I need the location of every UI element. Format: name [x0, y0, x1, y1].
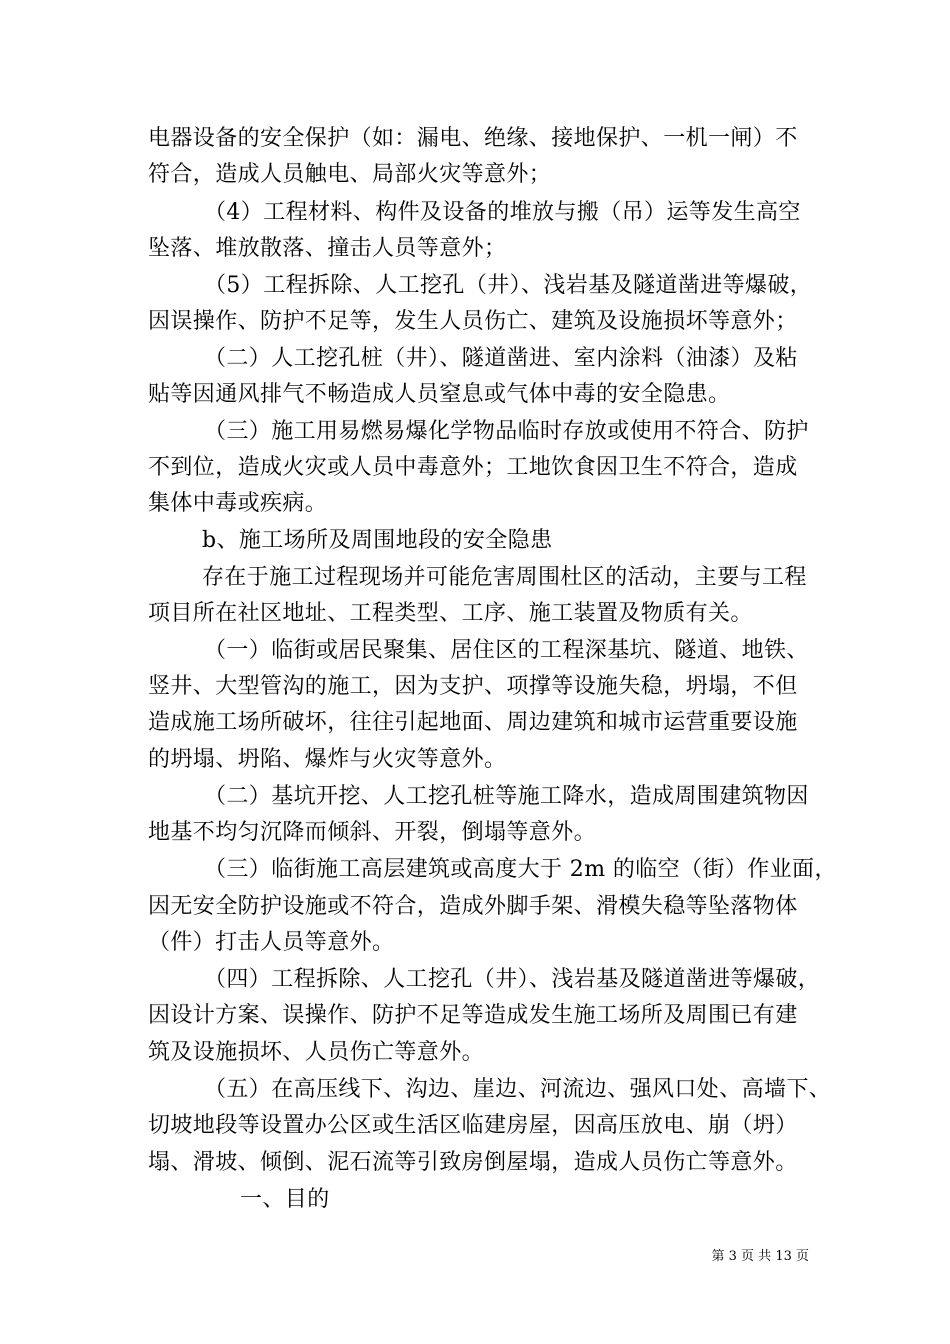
- text-line: 因误操作、防护不足等，发生人员伤亡、建筑及设施损坏等意外；: [148, 309, 798, 334]
- page-number: 第 3 页 共 13 页: [711, 1249, 809, 1264]
- section-heading: 一、目的: [240, 1187, 330, 1212]
- text-line: （五）在高压线下、沟边、崖边、河流边、强风口处、高墙下、: [204, 1077, 832, 1102]
- text-line: 符合，造成人员触电、局部火灾等意外；: [148, 162, 552, 187]
- text-line: 造成施工场所破坏，往往引起地面、周边建筑和城市运营重要设施: [148, 710, 798, 735]
- text-line: 筑及设施损坏、人员伤亡等意外。: [148, 1040, 485, 1065]
- text-line: 贴等因通风排气不畅造成人员窒息或气体中毒的安全隐患。: [148, 382, 731, 407]
- text-line: 地基不均匀沉降而倾斜、开裂，倒塌等意外。: [148, 820, 597, 845]
- text-line: 项目所在社区地址、工程类型、工序、施工装置及物质有关。: [148, 601, 753, 626]
- text-line: （件）打击人员等意外。: [148, 930, 395, 955]
- text-line: 存在于施工过程现场并可能危害周围杜区的活动，主要与工程: [202, 565, 807, 590]
- text-line: 不到位，造成火灾或人员中毒意外；工地饮食因卫生不符合，造成: [148, 455, 798, 480]
- section-heading: b、施工场所及周围地段的安全隐患: [202, 528, 553, 553]
- text-line: 的坍塌、坍陷、爆炸与火灾等意外。: [148, 747, 507, 772]
- text-line: （二）人工挖孔桩（井）、隧道凿进、室内涂料（油漆）及粘: [204, 346, 798, 371]
- text-line: （一）临街或居民聚集、居住区的工程深基坑、隧道、地铁、: [204, 638, 809, 663]
- text-line: （4）工程材料、构件及设备的堆放与搬（吊）运等发生高空: [204, 200, 801, 225]
- text-line: 集体中毒或疾病。: [148, 491, 328, 516]
- text-line: 坠落、堆放散落、撞击人员等意外；: [148, 236, 507, 261]
- text-line: （三）临街施工高层建筑或高度大于 2m 的临空（街）作业面，: [204, 857, 837, 882]
- text-line: （5）工程拆除、人工挖孔（井）、浅岩基及隧道凿进等爆破，: [204, 273, 813, 298]
- text-line: （四）工程拆除、人工挖孔（井）、浅岩基及隧道凿进等爆破，: [204, 967, 821, 992]
- text-line: 因无安全防护设施或不符合，造成外脚手架、滑模失稳等坠落物体: [148, 894, 798, 919]
- text-line: 切坡地段等设置办公区或生活区临建房屋，因高压放电、崩（坍）: [148, 1113, 798, 1138]
- text-line: 竖井、大型管沟的施工，因为支护、项撑等设施失稳，坍塌，不但: [148, 674, 798, 699]
- text-line: 电器设备的安全保护（如：漏电、绝缘、接地保护、一机一闸）不: [148, 126, 798, 151]
- text-line: （二）基坑开挖、人工挖孔桩等施工降水，造成周围建筑物因: [204, 784, 809, 809]
- text-line: 塌、滑坡、倾倒、泥石流等引致房倒屋塌，造成人员伤亡等意外。: [148, 1150, 798, 1175]
- text-line: （三）施工用易燃易爆化学物品临时存放或使用不符合、防护: [204, 419, 809, 444]
- text-line: 因设计方案、误操作、防护不足等造成发生施工场所及周围已有建: [148, 1003, 798, 1028]
